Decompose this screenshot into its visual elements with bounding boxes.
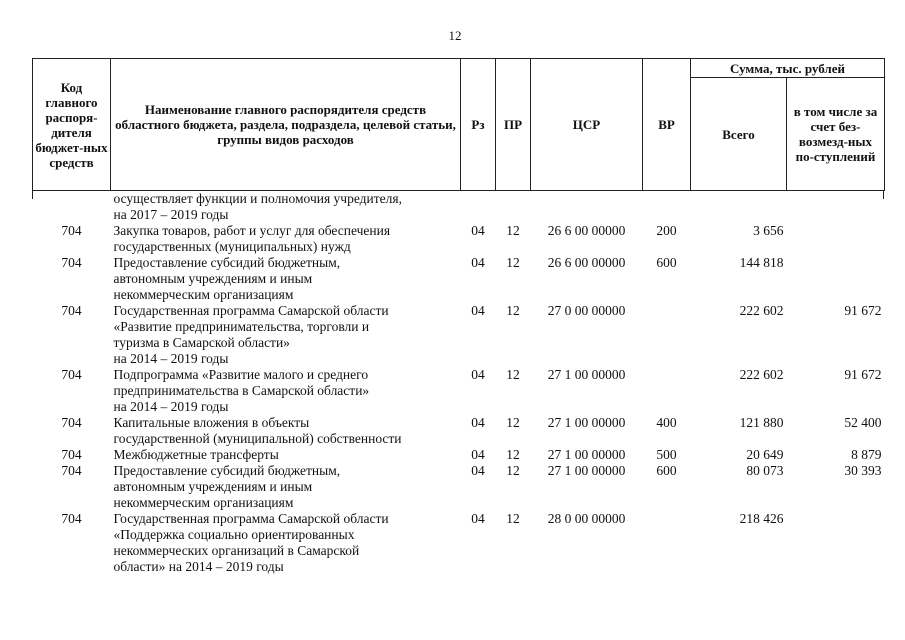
- row-csr: [531, 191, 643, 224]
- header-vr: ВР: [643, 59, 691, 191]
- row-vr: 500: [656, 447, 677, 462]
- table-row: [33, 415, 885, 447]
- row-vr: [643, 191, 691, 224]
- left-border-stub: [32, 191, 33, 199]
- row-code: 704: [61, 367, 82, 382]
- row-pr: [496, 191, 531, 224]
- row-total: 3 656: [753, 223, 784, 238]
- table-row: [33, 447, 885, 463]
- row-pr: 12: [506, 367, 520, 382]
- row-pr: 12: [506, 223, 520, 238]
- row-pr: 12: [506, 511, 520, 526]
- row-free: 52 400: [844, 415, 882, 430]
- header-sum: Сумма, тыс. рублей: [691, 59, 885, 78]
- table-row: [33, 367, 885, 415]
- row-csr: 27 0 00 00000: [547, 303, 626, 318]
- row-vr: 600: [656, 255, 677, 270]
- row-pr: 12: [506, 447, 520, 462]
- row-name: Капитальные вложения в объекты государственной (муниципальной) собственности: [113, 415, 402, 446]
- row-total: 144 818: [739, 255, 784, 270]
- row-free: [787, 223, 885, 255]
- table-row: [33, 463, 885, 511]
- row-total: 222 602: [739, 367, 784, 382]
- header-pr: ПР: [496, 59, 531, 191]
- table-header: [33, 59, 885, 191]
- row-name: Государственная программа Самарской области «Развитие предпринимательства, торговли и туризма в Самарской области» на 2014 – 2019 годы: [113, 303, 389, 366]
- row-total: 20 649: [746, 447, 784, 462]
- table-row: [33, 511, 885, 575]
- row-vr: [643, 511, 691, 575]
- row-total: [691, 191, 787, 224]
- row-code: 704: [61, 255, 82, 270]
- row-name: Подпрограмма «Развитие малого и среднего предпринимательства в Самарской области» на 2014 – 2019 годы: [113, 367, 370, 414]
- row-csr: 26 6 00 00000: [547, 223, 626, 238]
- row-rz: 04: [471, 255, 485, 270]
- row-name: Предоставление субсидий бюджетным, автономным учреждениям и иным некоммерческим организациям: [113, 255, 341, 302]
- row-name: Государственная программа Самарской области «Поддержка социально ориентированных некоммерческих организаций в Самарской области» на 2014 – 2019 годы: [113, 511, 389, 574]
- row-code: 704: [61, 511, 82, 526]
- row-pr: 12: [506, 463, 520, 478]
- row-pr: 12: [506, 303, 520, 318]
- row-vr: 400: [656, 415, 677, 430]
- row-code: 704: [61, 447, 82, 462]
- row-rz: 04: [471, 303, 485, 318]
- row-pr: 12: [506, 255, 520, 270]
- right-border-stub: [883, 191, 884, 199]
- row-free: 91 672: [844, 303, 882, 318]
- header-code: Код главного распоря-дителя бюджет-ных средств: [33, 59, 111, 191]
- row-vr: 600: [656, 463, 677, 478]
- row-rz: 04: [471, 511, 485, 526]
- row-rz: 04: [471, 223, 485, 238]
- header-name: Наименование главного распорядителя средств областного бюджета, раздела, подраздела, целевой статьи, группы видов расходов: [111, 59, 461, 191]
- row-csr: 27 1 00 00000: [547, 463, 626, 478]
- row-name: осуществляет функции и полномочия учредителя, на 2017 – 2019 годы: [113, 191, 402, 222]
- row-free: 8 879: [851, 447, 882, 462]
- budget-table: [32, 58, 885, 575]
- row-free: 30 393: [844, 463, 882, 478]
- header-csr: ЦСР: [531, 59, 643, 191]
- header-rz: Рз: [461, 59, 496, 191]
- row-rz: 04: [471, 367, 485, 382]
- row-name: Закупка товаров, работ и услуг для обеспечения государственных (муниципальных) нужд: [113, 223, 391, 254]
- row-rz: 04: [471, 447, 485, 462]
- row-csr: 27 1 00 00000: [547, 447, 626, 462]
- table-row: [33, 303, 885, 367]
- row-csr: 27 1 00 00000: [547, 367, 626, 382]
- row-rz: [461, 191, 496, 224]
- row-code: [33, 191, 111, 224]
- table-row: [33, 223, 885, 255]
- page-number: 12: [448, 28, 462, 43]
- header-total: Всего: [691, 78, 787, 191]
- table-row: [33, 191, 885, 224]
- row-name: Межбюджетные трансферты: [113, 447, 279, 462]
- row-code: 704: [61, 223, 82, 238]
- row-rz: 04: [471, 463, 485, 478]
- row-vr: 200: [656, 223, 677, 238]
- row-code: 704: [61, 303, 82, 318]
- row-free: [787, 511, 885, 575]
- row-csr: 27 1 00 00000: [547, 415, 626, 430]
- table-row: [33, 255, 885, 303]
- header-free: в том числе за счет без-возмезд-ных по-ступлений: [787, 78, 885, 191]
- row-csr: 28 0 00 00000: [547, 511, 626, 526]
- row-total: 222 602: [739, 303, 784, 318]
- row-code: 704: [61, 463, 82, 478]
- row-total: 218 426: [739, 511, 784, 526]
- row-total: 80 073: [746, 463, 784, 478]
- row-code: 704: [61, 415, 82, 430]
- row-rz: 04: [471, 415, 485, 430]
- row-free: [787, 191, 885, 224]
- row-vr: [643, 367, 691, 415]
- row-free: [787, 255, 885, 303]
- table-body: [33, 191, 885, 576]
- row-free: 91 672: [844, 367, 882, 382]
- row-name: Предоставление субсидий бюджетным, автономным учреждениям и иным некоммерческим организациям: [113, 463, 341, 510]
- row-pr: 12: [506, 415, 520, 430]
- row-vr: [643, 303, 691, 367]
- row-total: 121 880: [739, 415, 784, 430]
- row-csr: 26 6 00 00000: [547, 255, 626, 270]
